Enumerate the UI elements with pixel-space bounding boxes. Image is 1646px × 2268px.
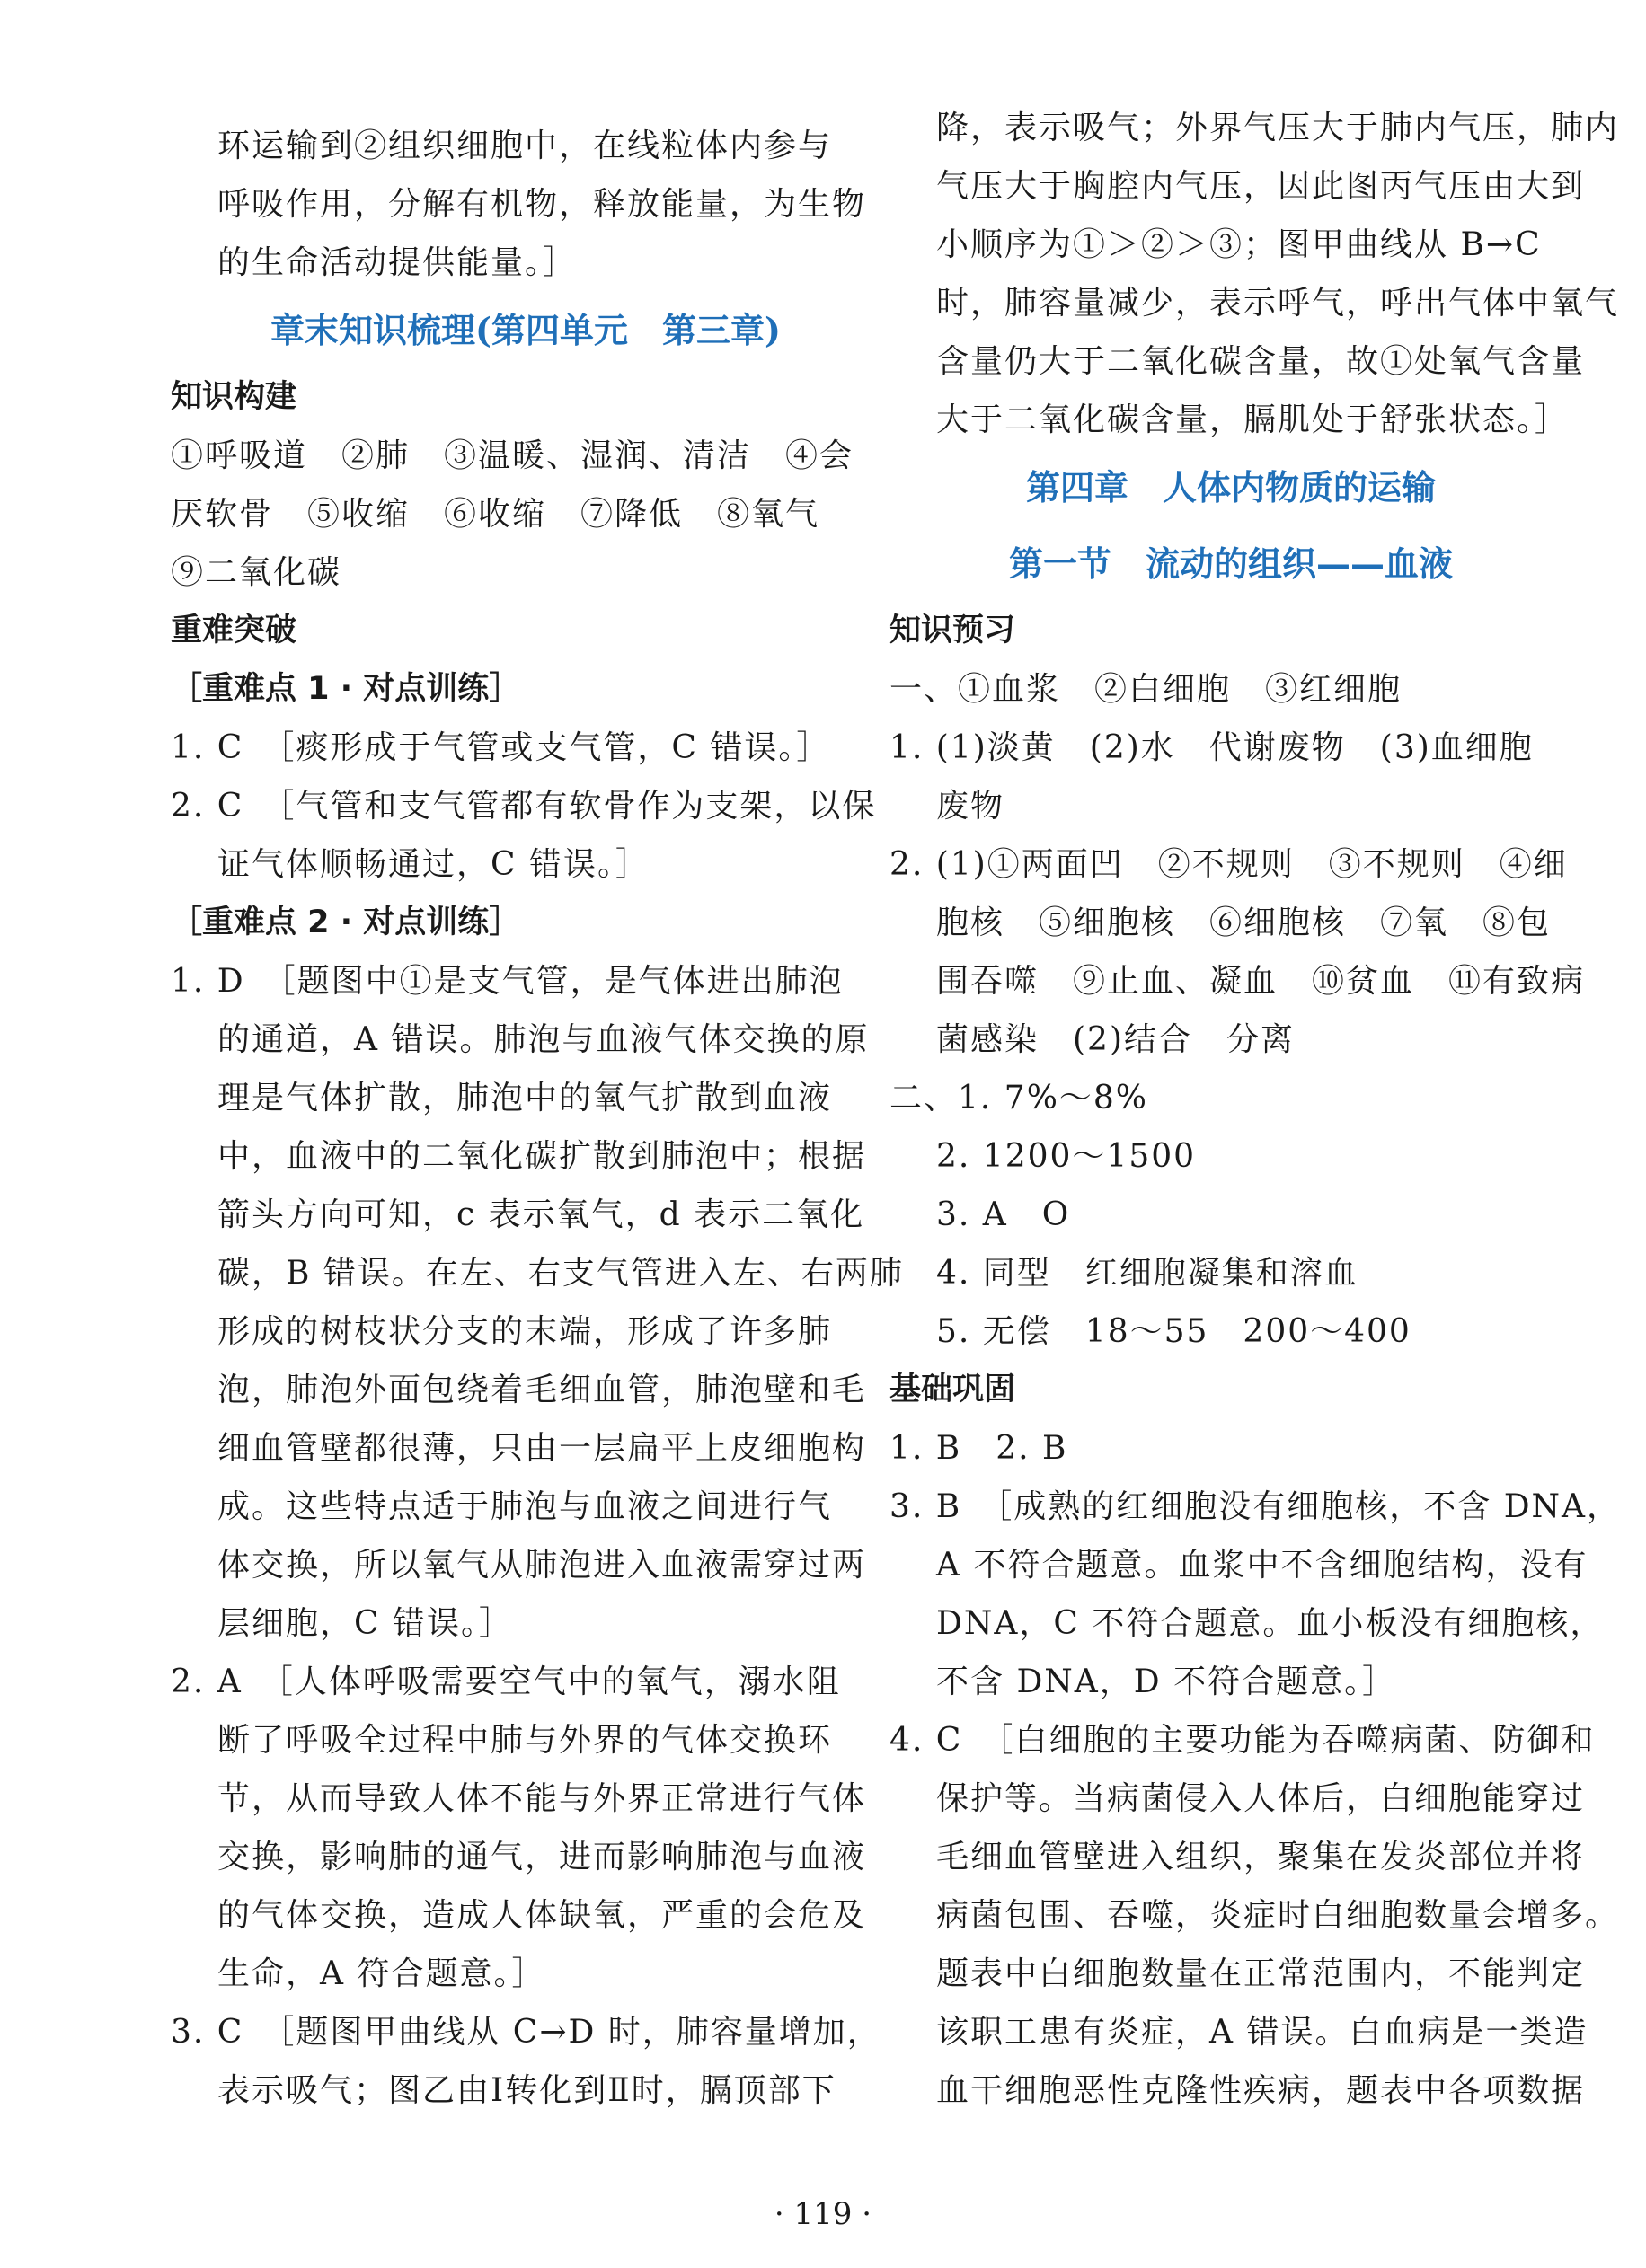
text-line: 节，从而导致人体不能与外界正常进行气体 (217, 1780, 867, 1817)
section-heading: 知识构建 (171, 379, 297, 415)
text-line: 含量仍大于二氧化碳含量，故①处氧气含量 (936, 343, 1586, 380)
answer-line: 3. C ［题图甲曲线从 C→D 时，肺容量增加， (171, 2014, 881, 2051)
text-line: 的生命活动提供能量。］ (217, 244, 578, 281)
text-line: 2. 1200～1500 (936, 1138, 1197, 1175)
subsection-heading: ［重难点 2 · 对点训练］ (171, 905, 521, 940)
text-line: 生命，A 符合题意。］ (217, 1955, 546, 1992)
answer-line: 3. B ［成熟的红细胞没有细胞核，不含 DNA， (889, 1488, 1622, 1525)
text-line: 呼吸作用，分解有机物，释放能量，为生物 (217, 186, 867, 223)
text-line: 一、①血浆 ②白细胞 ③红细胞 (889, 671, 1403, 708)
text-line: 证气体顺畅通过，C 错误。］ (217, 846, 650, 883)
text-line: 箭头方向可知，c 表示氧气，d 表示二氧化 (217, 1196, 865, 1233)
left-column (171, 117, 904, 2120)
chapter-title: 第四章 人体内物质的运输 (1025, 467, 1436, 507)
text-line: 中，血液中的二氧化碳扩散到肺泡中；根据 (217, 1138, 867, 1175)
text-line: 5. 无偿 18～55 200～400 (936, 1313, 1411, 1350)
right-column (889, 99, 1622, 2120)
subsection-heading: ［重难点 1 · 对点训练］ (171, 671, 521, 707)
text-line: 围吞噬 ⑨止血、凝血 ⑩贫血 ⑪有致病 (936, 963, 1586, 1000)
text-line: 降，表示吸气；外界气压大于肺内气压，肺内 (936, 110, 1620, 146)
answer-line: 2. C ［气管和支气管都有软骨作为支架，以保 (171, 788, 877, 825)
text-line: 气压大于胸腔内气压，因此图丙气压由大到 (936, 168, 1586, 205)
text-line: 菌感染 (2)结合 分离 (936, 1021, 1295, 1058)
text-line: 废物 (936, 788, 1005, 825)
text-line: 细血管壁都很薄，只由一层扁平上皮细胞构 (217, 1430, 867, 1467)
text-line: 保护等。当病菌侵入人体后，白细胞能穿过 (936, 1780, 1586, 1817)
text-line: 碳，B 错误。在左、右支气管进入左、右两肺 (217, 1255, 904, 1292)
text-line: A 不符合题意。血浆中不含细胞结构，没有 (936, 1547, 1588, 1584)
text-line: 血干细胞恶性克隆性疾病，题表中各项数据 (936, 2072, 1586, 2109)
text-line: 该职工患有炎症，A 错误。白血病是一类造 (936, 2014, 1588, 2051)
text-line: 3. A O (936, 1196, 1071, 1233)
answer-line: 1. B 2. B (889, 1430, 1068, 1467)
text-line: 病菌包围、吞噬，炎症时白细胞数量会增多。 (936, 1897, 1620, 1934)
section-heading: 基础巩固 (889, 1372, 1016, 1408)
page-number: · 119 · (774, 2196, 872, 2232)
section-title: 第一节 流动的组织——血液 (1008, 543, 1453, 584)
answer-line: 1. D ［题图中①是支气管，是气体进出肺泡 (171, 963, 844, 1000)
text-line: 理是气体扩散，肺泡中的氧气扩散到血液 (217, 1080, 833, 1116)
text-line: 交换，影响肺的通气，进而影响肺泡与血液 (217, 1839, 867, 1875)
text-line: 题表中白细胞数量在正常范围内，不能判定 (936, 1955, 1586, 1992)
text-line: 断了呼吸全过程中肺与外界的气体交换环 (217, 1722, 833, 1759)
text-line: 表示吸气；图乙由Ⅰ转化到Ⅱ时，膈顶部下 (217, 2072, 836, 2109)
text-line: 小顺序为①＞②＞③；图甲曲线从 B→C (936, 226, 1542, 263)
text-line: DNA，C 不符合题意。血小板没有细胞核， (936, 1605, 1605, 1642)
chapter-review-title: 章末知识梳理(第四单元 第三章) (270, 310, 781, 350)
text-line: 胞核 ⑤细胞核 ⑥细胞核 ⑦氧 ⑧包 (936, 905, 1552, 941)
answer-line: 4. C ［白细胞的主要功能为吞噬病菌、防御和 (889, 1722, 1596, 1759)
answer-line: 2. A ［人体呼吸需要空气中的氧气，溺水阻 (171, 1663, 841, 1700)
text-line: 泡，肺泡外面包绕着毛细血管，肺泡壁和毛 (217, 1372, 867, 1408)
text-line: 1. (1)淡黄 (2)水 代谢废物 (3)血细胞 (889, 729, 1534, 766)
text-line: 二、1. 7%～8% (889, 1080, 1149, 1116)
text-line: 的通道，A 错误。肺泡与血液气体交换的原 (217, 1021, 870, 1058)
text-line: 4. 同型 红细胞凝集和溶血 (936, 1255, 1358, 1292)
text-line: 环运输到②组织细胞中，在线粒体内参与 (217, 128, 833, 164)
text-line: 的气体交换，造成人体缺氧，严重的会危及 (217, 1897, 867, 1934)
section-heading: 重难突破 (171, 613, 297, 649)
answer-line: 1. C ［痰形成于气管或支气管，C 错误。］ (171, 729, 831, 766)
text-line: 时，肺容量减少，表示呼气，呼出气体中氧气 (936, 285, 1620, 322)
text-line: 毛细血管壁进入组织，聚集在发炎部位并将 (936, 1839, 1586, 1875)
text-line: 成。这些特点适于肺泡与血液之间进行气 (217, 1488, 833, 1525)
text-line: 2. (1)①两面凹 ②不规则 ③不规则 ④细 (889, 846, 1568, 883)
text-line: 形成的树枝状分支的末端，形成了许多肺 (217, 1313, 833, 1350)
text-line: ⑨二氧化碳 (171, 554, 342, 591)
section-heading: 知识预习 (889, 613, 1016, 649)
text-line: 体交换，所以氧气从肺泡进入血液需穿过两 (217, 1547, 867, 1584)
text-line: 厌软骨 ⑤收缩 ⑥收缩 ⑦降低 ⑧氧气 (171, 496, 820, 533)
text-line: 层细胞，C 错误。］ (217, 1605, 513, 1642)
text-line: ①呼吸道 ②肺 ③温暖、湿润、清洁 ④会 (171, 437, 854, 474)
text-line: 不含 DNA，D 不符合题意。］ (936, 1663, 1397, 1700)
text-line: 大于二氧化碳含量，膈肌处于舒张状态。］ (936, 402, 1570, 438)
